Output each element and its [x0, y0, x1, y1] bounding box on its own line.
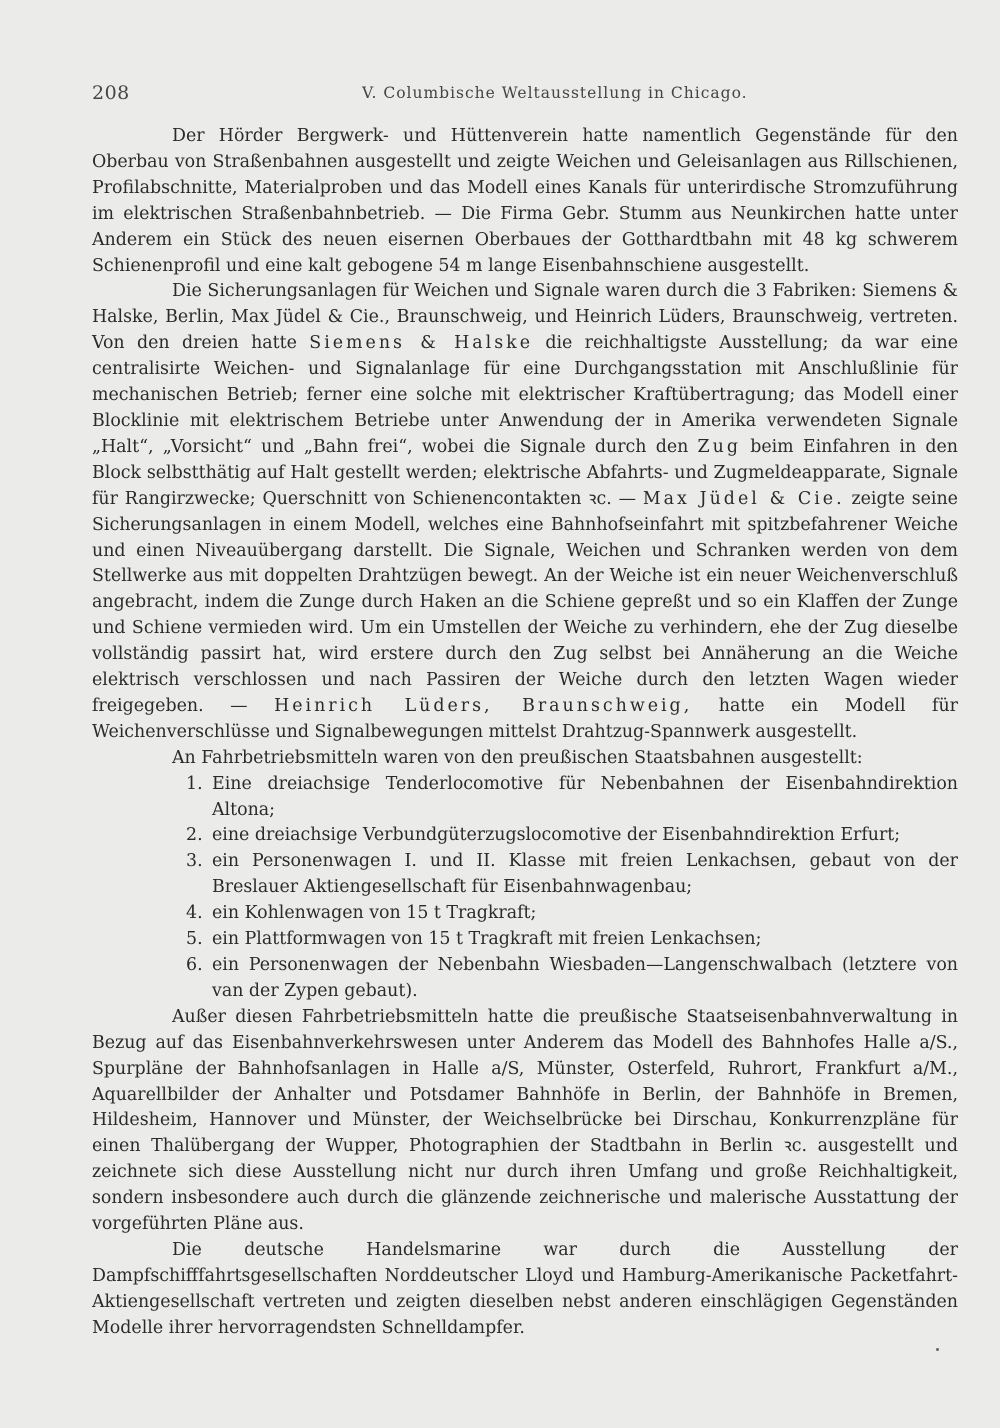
firm-name-siemens: Siemens & Halske [309, 333, 533, 354]
paragraph-hoerder: Der Hörder Bergwerk- und Hüttenverein hatte namentlich Gegenstände für den Oberbau von Straßenbahnen ausgestellt und zeigte Weichen und Geleisanlagen aus Rillschienen, Profilabschnitte, Materialproben und das Modell eines Kanals für unterirdische Stromzuführung im elektrischen Straßenbahnbetrieb. — Die Firma Gebr. Stumm aus Neunkirchen hatte unter Anderem ein Stück des neuen eisernen Oberbaues der Gotthardtbahn mit 48 kg schwerem Schienenprofil und eine kalt gebogene 54 m lange Eisenbahnschiene ausgestellt. [92, 126, 958, 276]
list-item-text: ein Plattformwagen von 15 t Tragkraft mit freien Lenkachsen; [212, 929, 762, 950]
list-item [92, 823, 958, 849]
text-run: Die Sicherungsanlagen für Weichen und Signale waren durch die 3 Fabriken: Siemens & Halske, Berlin, Max Jüdel & Cie., Braunschweig, und Heinrich Lüders, Braunschweig, vertreten. Von den dreien hatte [92, 281, 958, 354]
emphasis-zug: Zug [697, 436, 741, 457]
list-item-number: 2. [186, 825, 203, 846]
body-text [92, 124, 958, 1342]
list-item [92, 953, 958, 1005]
text-run: zeigte seine Sicherungsanlagen in einem Modell, welches eine Bahnhofseinfahrt mit spitzbefahrener Weiche und einen Niveauübergang darstellt. Die Signale, Weichen und Schranken werden von dem Stellwerke aus mit doppelten Drahtzügen bewegt. An der Weiche ist ein neuer Weichenverschluß angebracht, indem die Zunge durch Haken an die Schiene gepreßt und so ein Klaffen der Zunge und Schiene vermieden wird. Um ein Umstellen der Weiche zu verhindern, ehe der Zug dieselbe vollständig passirt hat, wird erstere durch den Zug selbst bei Annäherung an die Weiche elektrisch verschlossen und nach Passiren der Weiche durch den letzten Wagen wieder freigegeben. — [92, 488, 958, 716]
page-number: 208 [92, 82, 130, 104]
list-item [92, 901, 958, 927]
running-title: V. Columbische Weltausstellung in Chicago. [362, 84, 748, 102]
firm-name-juedel: Max Jüdel & Cie. [642, 488, 845, 509]
list-item-number: 5. [186, 929, 203, 950]
rolling-stock-list [92, 772, 958, 1005]
paragraph-staatseisenbahnverwaltung: Außer diesen Fahrbetriebsmitteln hatte die preußische Staatseisenbahnverwaltung in Bezug auf das Eisenbahnverkehrswesen unter Anderem das Modell des Bahnhofes Halle a/S., Spurpläne der Bahnhofsanlagen in Halle a/S, Münster, Osterfeld, Ruhrort, Frankfurt a/M., Aquarellbilder der Anhalter und Potsdamer Bahnhöfe in Berlin, der Bahnhöfe in Bremen, Hildesheim, Hannover und Münster, der Weichselbrücke bei Dirschau, Konkurrenzpläne für einen Thalübergang der Wupper, Photographien der Stadtbahn in Berlin ꝛc. ausgestellt und zeichnete sich diese Ausstellung nicht nur durch ihren Umfang und große Reichhaltigkeit, sondern insbesondere auch durch die glänzende zeichnerische und malerische Ausstattung der vorgeführten Pläne aus. [92, 1006, 958, 1235]
list-item-number: 3. [186, 851, 203, 872]
list-item-number: 4. [186, 903, 203, 924]
list-item-text: ein Kohlenwagen von 15 t Tragkraft; [212, 903, 537, 924]
list-item [92, 927, 958, 953]
list-item-text: eine dreiachsige Verbundgüterzugslocomotive der Eisenbahndirektion Erfurt; [212, 825, 901, 846]
list-item [92, 772, 958, 824]
list-item-number: 1. [186, 773, 203, 794]
text-run: hatte ein Modell für Weichenverschlüsse und Signalbewegungen mittelst Drahtzug-Spannwerk ausgestellt. [92, 695, 958, 742]
page-header [92, 82, 962, 108]
paragraph-fahrbetriebsmittel: An Fahrbetriebsmitteln waren von den preußischen Staatsbahnen ausgestellt: [172, 747, 863, 768]
list-item-text: ein Personenwagen der Nebenbahn Wiesbaden—Langenschwalbach (letztere von van der Zypen gebaut). [212, 955, 958, 1001]
paragraph-handelsmarine: Die deutsche Handelsmarine war durch die Ausstellung der Dampfschifffahrtsgesellschaften Norddeutscher Lloyd und Hamburg-Amerikanische Packetfahrt-Aktiengesellschaft vertreten und zeigten dieselben nebst anderen einschlägigen Gegenständen Modelle ihrer hervorragendsten Schnelldampfer. [92, 1239, 958, 1338]
list-item-text: ein Personenwagen I. und II. Klasse mit freien Lenkachsen, gebaut von der Breslauer Aktiengesellschaft für Eisenbahnwagenbau; [212, 851, 958, 898]
paragraph-sicherungsanlagen [92, 279, 958, 745]
ink-speck [936, 1348, 939, 1351]
list-item-number: 6. [186, 955, 203, 975]
text-run: die reichhaltigste Ausstellung; da war eine centralisirte Weichen- und Signalanlage für eine Durchgangsstation mit Anschlußlinie für mechanischen Betrieb; ferner eine solche mit elektrischer Kraftübertragung; das Modell einer Blocklinie mit elektrischem Betriebe unter Anwendung der in Amerika verwendeten Signale „Halt“, „Vorsicht“ und „Bahn frei“, wobei die Signale durch den [92, 333, 958, 457]
firm-name-lueders: Heinrich Lüders, Braunschweig, [274, 695, 693, 716]
text-run: beim Einfahren in den Block selbstthätig auf Halt gestellt werden; elektrische Abfahrts- und Zugmeldeapparate, Signale für Rangirzwecke; Querschnitt von Schienencontakten ꝛc. — [92, 436, 958, 509]
list-item [92, 849, 958, 901]
list-item-text: Eine dreiachsige Tenderlocomotive für Nebenbahnen der Eisenbahndirektion Altona; [212, 773, 958, 820]
